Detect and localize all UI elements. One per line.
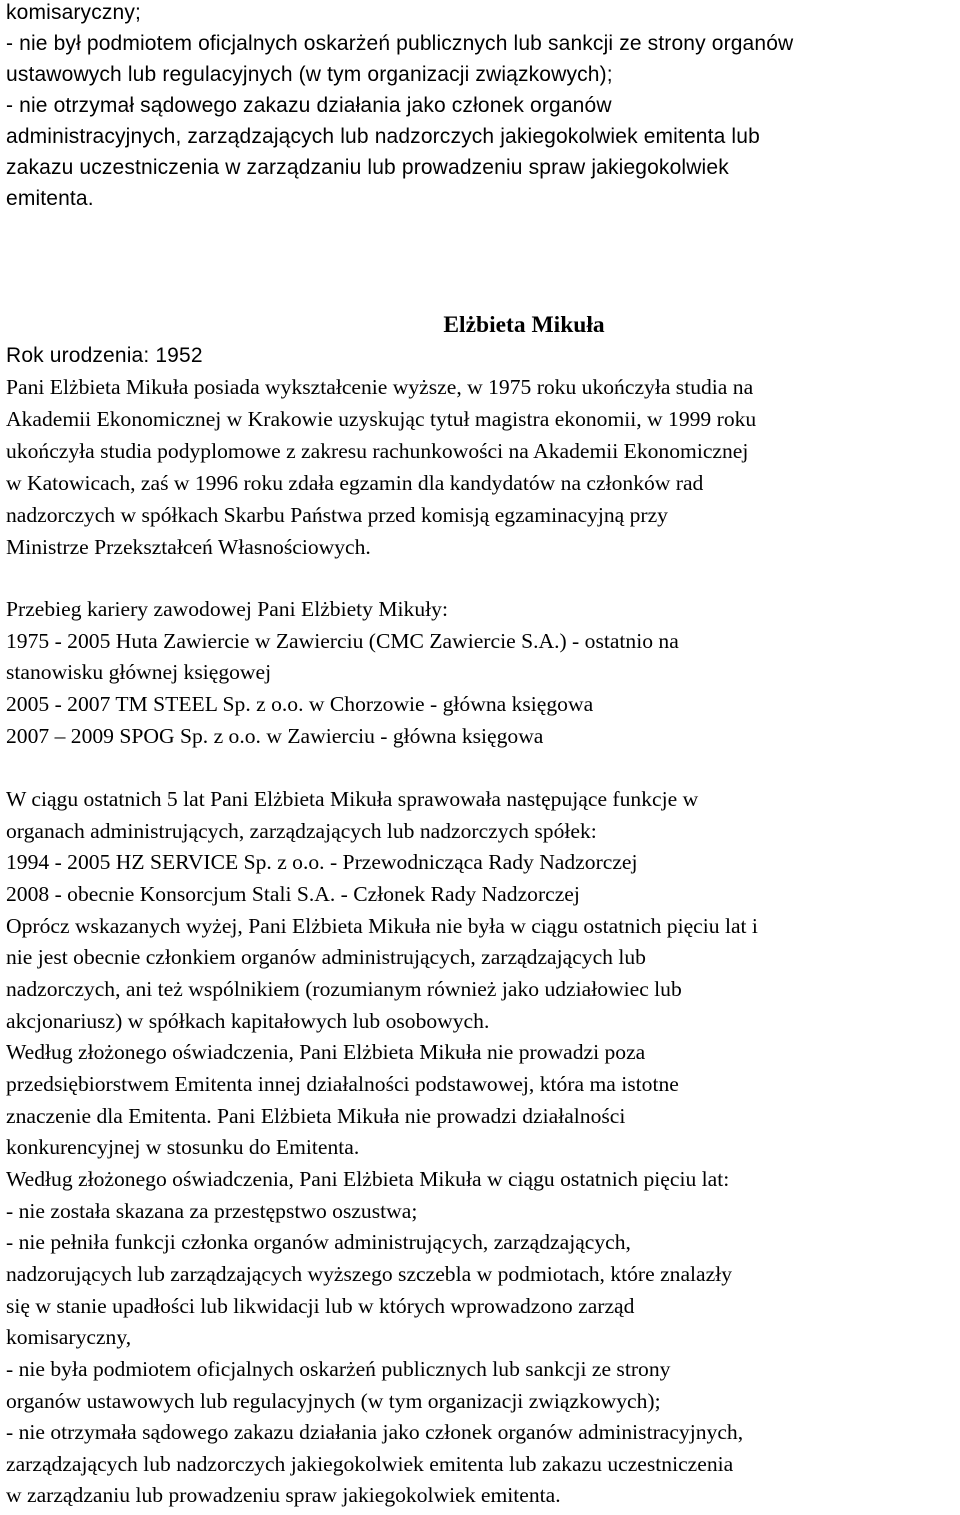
text-line: - nie otrzymał sądowego zakazu działania jako członek organów <box>6 94 612 117</box>
section-heading: Elżbieta Mikuła <box>443 312 605 338</box>
text-line: stanowisku głównej księgowej <box>6 660 272 684</box>
text-line: 2005 - 2007 TM STEEL Sp. z o.o. w Chorzowie - główna księgowa <box>6 692 594 716</box>
text-line: w zarządzaniu lub prowadzeniu spraw jakiegokolwiek emitenta. <box>6 1483 561 1507</box>
text-line: nadzorujących lub zarządzających wyższego szczebla w podmiotach, które znalazły <box>6 1262 733 1286</box>
text-line: - nie została skazana za przestępstwo oszustwa; <box>6 1199 418 1223</box>
text-line: komisaryczny, <box>6 1325 132 1349</box>
text-line: Ministrze Przekształceń Własnościowych. <box>6 535 371 559</box>
text-line: - nie był podmiotem oficjalnych oskarżeń publicznych lub sankcji ze strony organów <box>6 32 794 55</box>
text-line: komisaryczny; <box>6 1 141 24</box>
text-line: Oprócz wskazanych wyżej, Pani Elżbieta Mikuła nie była w ciągu ostatnich pięciu lat i <box>6 914 758 938</box>
text-line: emitenta. <box>6 187 94 210</box>
text-line: Według złożonego oświadczenia, Pani Elżbieta Mikuła w ciągu ostatnich pięciu lat: <box>6 1167 730 1191</box>
text-line: - nie pełniła funkcji członka organów administrujących, zarządzających, <box>6 1230 631 1254</box>
text-line: Akademii Ekonomicznej w Krakowie uzyskując tytuł magistra ekonomii, w 1999 roku <box>6 407 757 431</box>
text-line: Według złożonego oświadczenia, Pani Elżbieta Mikuła nie prowadzi poza <box>6 1040 646 1064</box>
text-line: 2008 - obecnie Konsorcjum Stali S.A. - Członek Rady Nadzorczej <box>6 882 580 906</box>
text-line: akcjonariusz) w spółkach kapitałowych lub osobowych. <box>6 1009 490 1033</box>
text-line: - nie otrzymała sądowego zakazu działania jako członek organów administracyjnych, <box>6 1420 744 1444</box>
text-line: 2007 – 2009 SPOG Sp. z o.o. w Zawierciu - główna księgowa <box>6 724 544 748</box>
text-line: znaczenie dla Emitenta. Pani Elżbieta Mikuła nie prowadzi działalności <box>6 1104 626 1128</box>
text-line: nadzorczych, ani też wspólnikiem (rozumianym również jako udziałowiec lub <box>6 977 682 1001</box>
text-line: Pani Elżbieta Mikuła posiada wykształcenie wyższe, w 1975 roku ukończyła studia na <box>6 375 754 399</box>
text-line: 1975 - 2005 Huta Zawiercie w Zawierciu (CMC Zawiercie S.A.) - ostatnio na <box>6 629 679 653</box>
text-line: Przebieg kariery zawodowej Pani Elżbiety Mikuły: <box>6 597 448 621</box>
text-line: konkurencyjnej w stosunku do Emitenta. <box>6 1135 360 1159</box>
text-line: nadzorczych w spółkach Skarbu Państwa przed komisją egzaminacyjną przy <box>6 503 668 527</box>
text-line: przedsiębiorstwem Emitenta innej działalności podstawowej, która ma istotne <box>6 1072 679 1096</box>
text-line: W ciągu ostatnich 5 lat Pani Elżbieta Mikuła sprawowała następujące funkcje w <box>6 787 699 811</box>
text-line: ustawowych lub regulacyjnych (w tym organizacji związkowych); <box>6 63 613 86</box>
birth-year: Rok urodzenia: 1952 <box>6 344 203 367</box>
text-line: nie jest obecnie członkiem organów administrujących, zarządzających lub <box>6 945 646 969</box>
text-line: organach administrujących, zarządzających lub nadzorczych spółek: <box>6 819 597 843</box>
text-line: organów ustawowych lub regulacyjnych (w tym organizacji związkowych); <box>6 1389 661 1413</box>
text-line: zakazu uczestniczenia w zarządzaniu lub prowadzeniu spraw jakiegokolwiek <box>6 156 729 179</box>
text-line: 1994 - 2005 HZ SERVICE Sp. z o.o. - Przewodnicząca Rady Nadzorczej <box>6 850 638 874</box>
text-line: administracyjnych, zarządzających lub nadzorczych jakiegokolwiek emitenta lub <box>6 125 760 148</box>
text-line: w Katowicach, zaś w 1996 roku zdała egzamin dla kandydatów na członków rad <box>6 471 704 495</box>
text-line: zarządzających lub nadzorczych jakiegokolwiek emitenta lub zakazu uczestniczenia <box>6 1452 734 1476</box>
text-line: - nie była podmiotem oficjalnych oskarżeń publicznych lub sankcji ze strony <box>6 1357 671 1381</box>
text-line: ukończyła studia podyplomowe z zakresu rachunkowości na Akademii Ekonomicznej <box>6 439 749 463</box>
text-line: się w stanie upadłości lub likwidacji lub w których wprowadzono zarząd <box>6 1294 635 1318</box>
